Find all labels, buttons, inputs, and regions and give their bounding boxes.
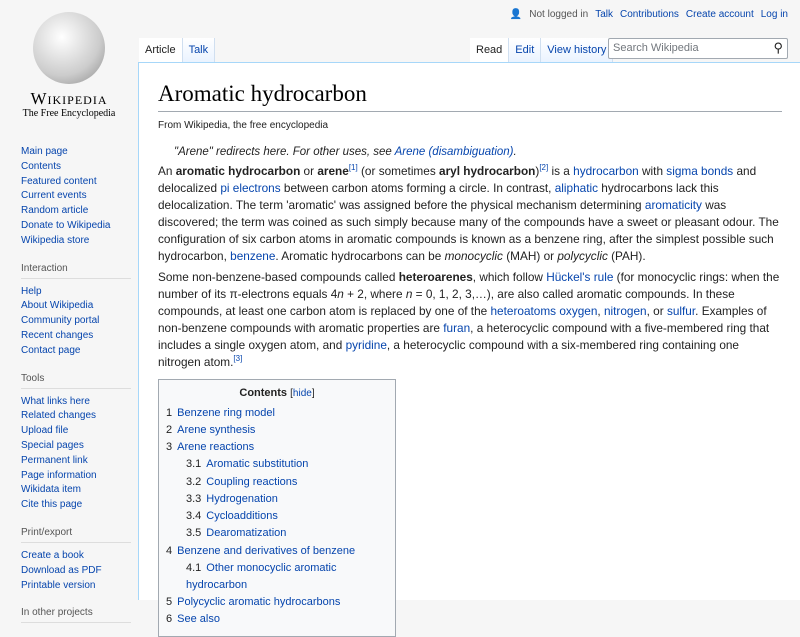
wikipedia-logo[interactable] <box>0 0 138 130</box>
tab-article[interactable]: Article <box>139 38 183 62</box>
sidebar-item-contents[interactable]: Contents <box>21 160 62 172</box>
sidebar-item-permanent-link[interactable]: Permanent link <box>21 454 88 466</box>
sidebar <box>21 145 131 629</box>
logo-wordmark: Wikipedia <box>30 89 108 108</box>
toc-link[interactable]: Other monocyclic aromatic hydrocarbon <box>186 561 337 591</box>
wiki-link[interactable]: hydrocarbon <box>573 164 639 178</box>
sidebar-item-help[interactable]: Help <box>21 285 42 297</box>
toc-entry[interactable] <box>166 456 388 473</box>
toc-entry[interactable] <box>166 405 388 422</box>
personal-tools <box>510 9 788 20</box>
toc-number: 3.3 <box>186 492 202 505</box>
sidebar-item-about-wikipedia[interactable]: About Wikipedia <box>21 300 94 312</box>
sidebar-item-current-events[interactable]: Current events <box>21 190 87 202</box>
text-span: is a <box>548 164 574 178</box>
sidebar-item-recent-changes[interactable]: Recent changes <box>21 329 94 341</box>
sidebar-heading: Print/export <box>21 527 131 543</box>
paragraph <box>158 269 782 370</box>
sidebar-item-page-information[interactable]: Page information <box>21 469 97 481</box>
namespace-tabs <box>139 38 215 62</box>
text-span: , which follow <box>472 270 547 285</box>
contributions-link[interactable]: Contributions <box>620 9 679 20</box>
sidebar-item-create-a-book[interactable]: Create a book <box>21 549 84 561</box>
sidebar-item-download-as-pdf[interactable]: Download as PDF <box>21 564 102 576</box>
sidebar-item-what-links-here[interactable]: What links here <box>21 395 90 407</box>
site-subtitle: From Wikipedia, the free encyclopedia <box>158 120 329 131</box>
toc-entry[interactable] <box>166 491 388 508</box>
toc-link[interactable]: Dearomatization <box>206 527 287 540</box>
citation <box>349 163 358 172</box>
text-span: . <box>513 146 517 158</box>
toc-number: 3.5 <box>186 527 202 540</box>
wiki-link[interactable]: heteroatoms <box>490 304 557 319</box>
toc-entry[interactable] <box>166 611 388 628</box>
wiki-link[interactable]: sulfur <box>666 304 696 319</box>
text-span: ) <box>535 164 540 178</box>
text-span: or <box>300 164 318 178</box>
citation-link[interactable]: [2] <box>539 163 549 173</box>
paragraph <box>158 163 782 264</box>
toc-number: 5 <box>166 596 173 609</box>
sidebar-item-wikipedia-store[interactable]: Wikipedia store <box>21 234 90 246</box>
text-span: , a heterocyclic compound with a six-membered ring containing one nitrogen atom. <box>158 338 739 369</box>
search-input[interactable] <box>608 38 788 59</box>
text-span: heteroarenes <box>398 270 473 285</box>
text-span: and delocalized <box>158 164 757 195</box>
wiki-link[interactable]: aromaticity <box>644 197 702 212</box>
text-span: . Examples of non-benzene compounds with aromatic properties are <box>158 304 767 336</box>
wiki-link[interactable]: sigma bonds <box>666 164 734 178</box>
toc-link[interactable]: See also <box>177 613 220 626</box>
article-content <box>138 62 800 626</box>
toc-link[interactable]: Aromatic substitution <box>206 458 309 471</box>
toc-number: 3.2 <box>186 475 202 488</box>
text-span: aryl hydrocarbon <box>439 164 536 178</box>
wiki-link[interactable]: oxygen <box>559 304 598 319</box>
toc-link[interactable]: Arene synthesis <box>177 424 256 437</box>
toc-number: 3 <box>166 441 173 454</box>
toc-link[interactable]: Arene reactions <box>177 441 255 454</box>
sidebar-heading: Tools <box>21 373 131 389</box>
wiki-link[interactable]: benzene <box>230 248 276 263</box>
sidebar-heading: In other projects <box>21 607 131 623</box>
sidebar-item-wikidata-item[interactable]: Wikidata item <box>21 484 82 496</box>
toc-entry[interactable] <box>166 543 388 560</box>
text-span: between carbon atoms forming a circle. In contrast, <box>280 180 555 195</box>
view-tabs <box>470 38 613 62</box>
table-of-contents: Contents [hide] 1 Benzene ring model 2 Arene synthesis 3 Arene reactions 3.1 Aromatic substitution 3.2 Coupling reactions 3.3 Hydrogenation 3.4 Cycloadditions 3.5 Dearomatization 4 Benzene and derivatives of benzene 4.1 Other monocyclic aromatic hydrocarbon 5 Polycyclic aromatic hydrocarbons 6 See also <box>158 379 396 637</box>
wiki-link[interactable]: pyridine <box>345 338 387 353</box>
text-span: was discovered; the term was coined as such simply because many of the compounds have a sweet or pleasant odour. The configuration of six carbon atoms in aromatic compounds is known as a benzene ring, after the simplest possible such hydrocarbon, <box>158 197 779 263</box>
toc-link[interactable]: Cycloadditions <box>206 510 278 523</box>
toc-number: 4.1 <box>186 561 202 574</box>
text-span: aromatic hydrocarbon <box>175 164 301 178</box>
sidebar-item-contact-page[interactable]: Contact page <box>21 344 81 356</box>
wiki-link[interactable]: pi electrons <box>220 180 281 195</box>
toc-link[interactable]: Polycyclic aromatic hydrocarbons <box>177 596 341 609</box>
toc-entry[interactable] <box>166 594 388 611</box>
toc-entry[interactable] <box>166 525 388 542</box>
text-span: n <box>337 287 344 302</box>
tab-talk[interactable]: Talk <box>183 38 216 62</box>
toc-link[interactable]: Benzene and derivatives of benzene <box>177 544 356 557</box>
sidebar-item-donate-to-wikipedia[interactable]: Donate to Wikipedia <box>21 219 111 231</box>
log-in-link[interactable]: Log in <box>760 9 788 20</box>
text-span: (or sometimes <box>357 164 440 178</box>
text-span: (PAH). <box>607 248 646 263</box>
tab-edit[interactable]: Edit <box>509 38 541 62</box>
user-icon: 👤 <box>509 9 523 20</box>
wiki-link[interactable]: Arene (disambiguation) <box>394 146 514 158</box>
toc-number: 4 <box>166 544 173 557</box>
citation <box>539 163 548 172</box>
wiki-link[interactable]: furan <box>443 321 471 336</box>
wiki-link[interactable]: nitrogen <box>603 304 647 319</box>
toc-hide-link[interactable]: hide <box>292 387 312 399</box>
text-span: An <box>158 164 176 178</box>
toc-number: 3.4 <box>186 510 202 523</box>
text-span: , <box>597 304 604 319</box>
text-span: (for monocyclic rings: when the number of its π-electrons equals 4 <box>158 270 780 302</box>
toc-number: 2 <box>166 424 173 437</box>
toc-entry[interactable] <box>166 474 388 491</box>
text-span: , a heterocyclic compound with a five-membered ring that includes a single oxygen atom, and <box>158 321 770 353</box>
search-placeholder: Search Wikipedia <box>613 42 699 54</box>
sidebar-item-special-pages[interactable]: Special pages <box>21 439 84 451</box>
tab-read[interactable]: Read <box>470 38 509 62</box>
sidebar-heading: Interaction <box>21 263 131 279</box>
sidebar-item-printable-version[interactable]: Printable version <box>21 579 96 591</box>
page-title: Aromatic hydrocarbon <box>158 81 782 112</box>
wiki-link[interactable]: Hückel's rule <box>546 270 614 285</box>
text-span: , or <box>646 304 667 319</box>
wiki-link[interactable]: aliphatic <box>554 180 599 195</box>
logo-tagline: The Free Encyclopedia <box>22 108 116 119</box>
citation <box>233 354 242 363</box>
text-span: arene <box>317 164 349 178</box>
not-logged-in: Not logged in <box>529 9 589 20</box>
talk-link[interactable]: Talk <box>595 9 613 20</box>
sidebar-item-related-changes[interactable]: Related changes <box>21 410 97 422</box>
text-span: polycyclic <box>557 248 608 263</box>
tab-view-history[interactable]: View history <box>541 38 613 62</box>
toc-title: Contents <box>239 386 288 399</box>
create-account-link[interactable]: Create account <box>685 9 754 20</box>
toc-link[interactable]: Coupling reactions <box>206 475 298 488</box>
toc-number: 3.1 <box>186 458 202 471</box>
text-span: n <box>405 287 413 302</box>
citation-link[interactable]: [3] <box>233 354 243 364</box>
toc-number: 1 <box>166 406 173 419</box>
text-span: (MAH) or <box>502 248 558 263</box>
toc-entry[interactable] <box>166 560 388 594</box>
toc-link[interactable]: Benzene ring model <box>177 406 275 419</box>
text-span: with <box>638 164 667 178</box>
sidebar-item-main-page[interactable]: Main page <box>21 146 68 157</box>
toc-entry[interactable] <box>166 508 388 525</box>
sidebar-item-random-article[interactable]: Random article <box>21 205 89 217</box>
text-span: hydrocarbons lack this delocalization. The term 'aromatic' was assigned before the physical mechanism determining <box>158 180 719 212</box>
text-span: monocyclic <box>444 248 503 263</box>
text-span: + 2, where <box>343 287 406 302</box>
toc-entry[interactable] <box>166 422 388 439</box>
text-span: . Aromatic hydrocarbons can be <box>275 248 445 263</box>
citation-link[interactable]: [1] <box>348 163 358 173</box>
hatnote <box>174 146 782 158</box>
sidebar-item-cite-this-page[interactable]: Cite this page <box>21 499 83 511</box>
text-span: = 0, 1, 2, 3,…), are also called aromatic compounds. In these compounds, at least one carbon atom is replaced by one of the <box>158 287 735 319</box>
puzzle-globe-icon <box>33 12 105 84</box>
text-span: "Arene" redirects here. For other uses, see <box>174 146 395 158</box>
sidebar-item-community-portal[interactable]: Community portal <box>21 315 100 327</box>
sidebar-item-featured-content[interactable]: Featured content <box>21 175 97 187</box>
toc-entry[interactable] <box>166 439 388 456</box>
search-icon[interactable]: ⚲ <box>773 40 783 55</box>
toc-link[interactable]: Hydrogenation <box>206 492 278 505</box>
sidebar-item-upload-file[interactable]: Upload file <box>21 425 69 437</box>
text-span: Some non-benzene-based compounds called <box>158 270 399 285</box>
toc-number: 6 <box>166 613 173 626</box>
